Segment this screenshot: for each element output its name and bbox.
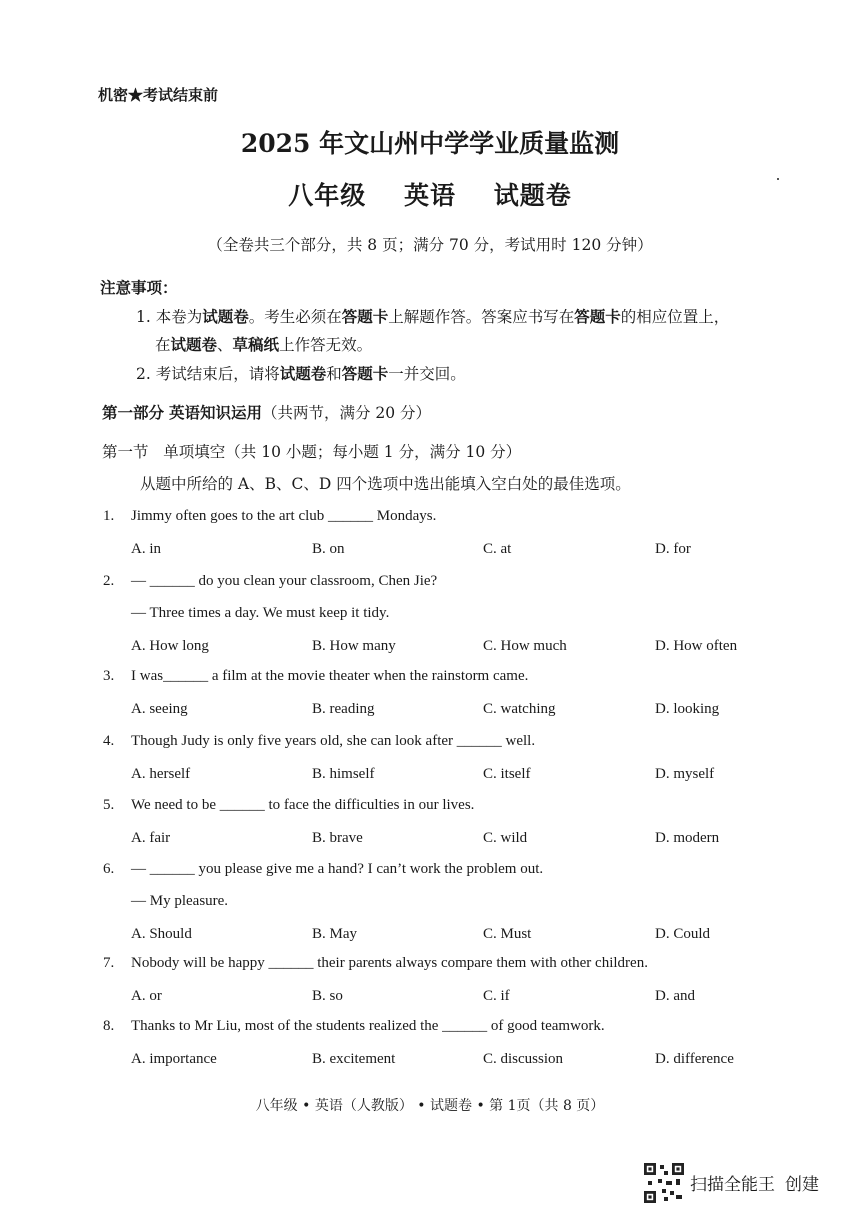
question-number: 1. — [103, 508, 115, 524]
question-8-option-d: D. difference — [655, 1051, 734, 1067]
question-8-option-c: C. discussion — [483, 1051, 564, 1067]
question-2-option-a: A. How long — [131, 638, 209, 654]
question-1-option-b: B. on — [312, 541, 345, 557]
question-7-stem — [103, 955, 648, 972]
question-2-option-c: C. How much — [483, 638, 567, 654]
scanner-watermark: 扫描全能王 创建 — [690, 1175, 819, 1195]
subject-label: 英语 — [403, 181, 456, 210]
question-number: 8. — [103, 1018, 115, 1034]
question-5-option-b: B. brave — [312, 830, 363, 846]
question-5-stem — [103, 797, 474, 814]
question-text: — ______ you please give me a hand? I can’t work the problem out. — [131, 861, 544, 877]
question-2-reply: — Three times a day. We must keep it tidy. — [131, 605, 390, 621]
exam-title: 2025 年文山州中学学业质量监测 — [240, 129, 620, 158]
question-7-option-a: A. or — [131, 988, 162, 1004]
question-number: 3. — [103, 668, 115, 684]
question-4-option-a: A. herself — [131, 766, 191, 782]
question-text: Thanks to Mr Liu, most of the students realized the ______ of good teamwork. — [131, 1018, 605, 1034]
question-4-option-c: C. itself — [483, 766, 531, 782]
question-8-stem — [103, 1018, 605, 1035]
paper-type-label: 试题卷 — [493, 181, 572, 210]
question-6-option-a: A. Should — [131, 926, 192, 942]
qr-code-icon — [644, 1163, 684, 1203]
section-1-heading: 第一节 单项填空（共 10 小题；每小题 1 分，满分 10 分） — [102, 443, 522, 461]
question-4-option-d: D. myself — [655, 766, 715, 782]
exam-subject-title — [0, 176, 860, 212]
question-text: We need to be ______ to face the difficulties in our lives. — [131, 797, 475, 813]
question-6-reply: — My pleasure. — [131, 893, 229, 909]
question-6-option-d: D. Could — [655, 926, 711, 942]
note-1-continued: 在试题卷、草稿纸上作答无效。 — [155, 335, 373, 354]
question-text: Jimmy often goes to the art club ______ Mondays. — [131, 508, 437, 524]
question-5-option-c: C. wild — [483, 830, 528, 846]
question-number: 2. — [103, 573, 115, 589]
question-1-option-a: A. in — [131, 541, 161, 557]
question-text: Nobody will be happy ______ their parents always compare them with other children. — [131, 955, 648, 971]
question-text: I was______ a film at the movie theater when the rainstorm came. — [131, 668, 529, 684]
question-3-option-a: A. seeing — [131, 701, 188, 717]
page-footer: 八年级 • 英语（人教版） • 试题卷 • 第 1页（共 8 页） — [255, 1098, 605, 1114]
question-4-option-b: B. himself — [312, 766, 375, 782]
exam-info: （全卷共三个部分，共 8 页；满分 70 分，考试用时 120 分钟） — [207, 236, 653, 254]
question-1-stem — [103, 508, 436, 525]
question-3-option-b: B. reading — [312, 701, 375, 717]
question-2-option-b: B. How many — [312, 638, 396, 654]
question-text: Though Judy is only five years old, she can look after ______ well. — [131, 733, 536, 749]
question-5-option-a: A. fair — [131, 830, 171, 846]
question-3-stem — [103, 668, 528, 685]
question-6-stem — [103, 861, 543, 878]
question-7-option-c: C. if — [483, 988, 510, 1004]
question-5-option-d: D. modern — [655, 830, 720, 846]
question-7-option-d: D. and — [655, 988, 695, 1004]
question-6-option-c: C. Must — [483, 926, 532, 942]
question-1-option-c: C. at — [483, 541, 512, 557]
note-1: 1. 本卷为试题卷。考生必须在答题卡上解题作答。答案应书写在答题卡的相应位置上， — [136, 307, 730, 326]
question-7-option-b: B. so — [312, 988, 343, 1004]
part-1-heading: 第一部分 英语知识运用（共两节，满分 20 分） — [102, 403, 432, 422]
question-8-option-a: A. importance — [131, 1051, 217, 1067]
question-8-option-b: B. excitement — [312, 1051, 396, 1067]
question-6-option-b: B. May — [312, 926, 357, 942]
question-1-option-d: D. for — [655, 541, 691, 557]
section-1-instruction: 从题中所给的 A、B、C、D 四个选项中选出能填入空白处的最佳选项。 — [140, 475, 631, 493]
question-number: 7. — [103, 955, 115, 971]
question-3-option-d: D. looking — [655, 701, 720, 717]
question-number: 5. — [103, 797, 115, 813]
grade-label: 八年级 — [288, 181, 367, 210]
question-3-option-c: C. watching — [483, 701, 556, 717]
question-2-option-d: D. How often — [655, 638, 738, 654]
confidential-label: 机密★考试结束前 — [98, 86, 219, 104]
question-4-stem — [103, 733, 535, 750]
question-text: — ______ do you clean your classroom, Chen Jie? — [131, 573, 438, 589]
notes-heading: 注意事项： — [100, 278, 178, 297]
question-2-stem — [103, 573, 437, 590]
question-number: 4. — [103, 733, 115, 749]
note-2: 2. 考试结束后，请将试题卷和答题卡一并交回。 — [136, 364, 466, 383]
question-number: 6. — [103, 861, 115, 877]
